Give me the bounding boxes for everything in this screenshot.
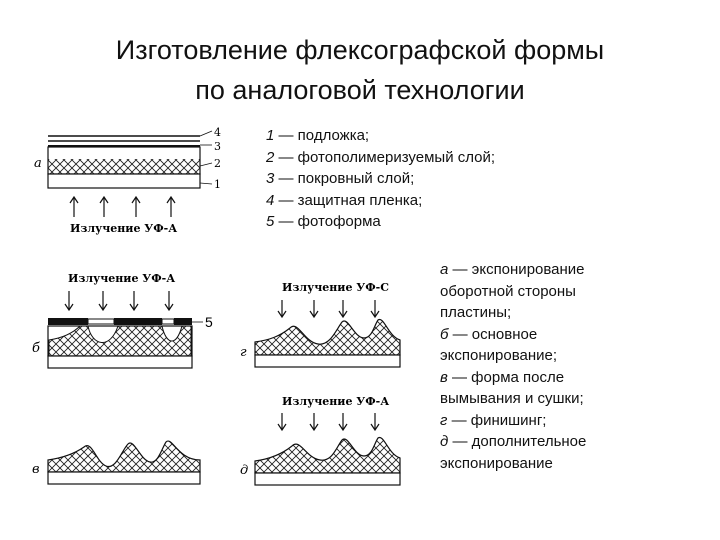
radiation-label-d: Излучение УФ-А — [282, 395, 390, 408]
stage-letter: г — [440, 411, 448, 429]
layer-2-hatched — [48, 159, 200, 174]
leader-lines-a — [200, 131, 212, 184]
substrate-b — [48, 356, 192, 368]
stage-text: — дополнительное — [448, 433, 587, 450]
stage-letter: а — [440, 261, 449, 278]
legend-text: — фотоформа — [274, 213, 381, 230]
radiation-label-b: Излучение УФ-А — [68, 272, 176, 285]
radiation-label-g: Излучение УФ-С — [282, 281, 389, 294]
panel-label-b: б — [32, 341, 40, 356]
panel-v — [32, 441, 200, 484]
relief-g — [255, 319, 400, 355]
stage-letter: в — [440, 368, 448, 386]
stage-text: — экспонирование — [448, 261, 585, 278]
legend-num: 3 — [266, 170, 275, 187]
substrate-v — [48, 472, 200, 484]
layer-1 — [48, 174, 200, 188]
stage-text: экспонирование — [440, 454, 553, 472]
substrate-d — [255, 473, 400, 485]
panel-label-v: в — [32, 462, 40, 477]
stage-text: — форма после — [447, 368, 565, 386]
plate-layers-a — [48, 136, 200, 188]
stage-text: экспонирование; — [440, 347, 558, 364]
title-line-1: Изготовление флексографской формы — [115, 35, 605, 65]
layer-num-1: 1 — [214, 178, 221, 191]
stage-letter: д — [440, 433, 449, 450]
stage-text: — основное — [448, 325, 538, 343]
relief-v — [48, 441, 200, 472]
legend-num: 4 — [266, 191, 275, 209]
layer-num-4: 4 — [214, 126, 221, 139]
up-arrows-a — [70, 197, 175, 217]
legend-text: — защитная пленка; — [274, 191, 423, 209]
radiation-label-a: Излучение УФ-А — [70, 222, 178, 235]
down-arrows-g — [278, 300, 379, 317]
legend-text: — подложка; — [274, 127, 370, 144]
substrate-g — [255, 355, 400, 367]
stage-text: пластины; — [440, 304, 512, 321]
title-line-2: по аналоговой технологии — [195, 75, 525, 105]
layer-num-2: 2 — [214, 157, 221, 170]
panel-g — [240, 281, 400, 367]
layer-num-5: 5 — [205, 314, 213, 330]
relief-d — [255, 437, 400, 473]
legend-num: 5 — [266, 213, 275, 230]
panel-label-g: г — [240, 345, 247, 360]
panel-b — [32, 272, 213, 368]
legend-num: 1 — [266, 127, 275, 144]
legend-num: 2 — [266, 148, 275, 166]
stage-text: вымывания и сушки; — [440, 390, 584, 407]
panel-label-d: д — [240, 463, 249, 478]
layer-2-clear — [48, 148, 200, 160]
down-arrows-d — [278, 413, 379, 430]
panel-label-a: а — [34, 156, 42, 171]
down-arrows-b — [65, 291, 173, 310]
legend-text: — фотополимеризуемый слой; — [274, 148, 496, 166]
stage-text: — финишинг; — [447, 411, 547, 429]
legend-text: — покровный слой; — [274, 170, 415, 187]
panel-a — [34, 126, 221, 235]
stage-letter: б — [440, 325, 449, 343]
photoform-5 — [48, 318, 192, 325]
layer-num-3: 3 — [214, 140, 221, 153]
panel-d — [240, 395, 400, 485]
stage-text: оборотной стороны — [440, 282, 576, 300]
